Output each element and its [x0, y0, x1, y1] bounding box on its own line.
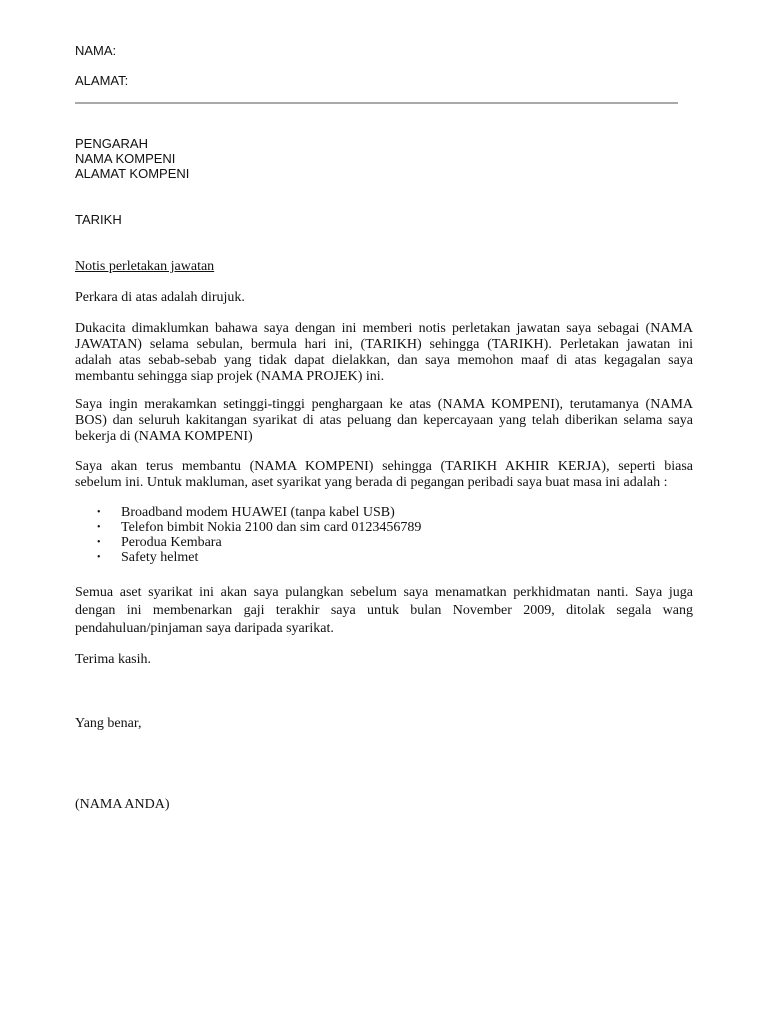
bullet-icon: •: [97, 552, 101, 563]
recipient-address: ALAMAT KOMPENI: [75, 166, 190, 181]
sign-off: Yang benar,: [75, 716, 142, 731]
paragraph-line: JAWATAN) selama sebulan, bermula hari ini, (TARIKH) sehingga (TARIKH). Perletakan jawatan ini: [75, 337, 693, 352]
paragraph-line: adalah atas sebab-sebab yang tidak dapat dielakkan, dan saya memohon maaf di atas kegagalan saya: [75, 353, 693, 368]
bullet-icon: •: [97, 522, 101, 533]
recipient-company: NAMA KOMPENI: [75, 151, 176, 166]
bullet-icon: •: [97, 507, 101, 518]
paragraph-assets-intro: [75, 459, 693, 491]
reference-line: Perkara di atas adalah dirujuk.: [75, 290, 245, 305]
signature-name: (NAMA ANDA): [75, 797, 170, 812]
paragraph-line: Dukacita dimaklumkan bahawa saya dengan ini memberi notis perletakan jawatan saya sebagai (NAMA: [75, 321, 693, 336]
nama-label: NAMA:: [75, 43, 117, 58]
subject-line: Notis perletakan jawatan: [75, 259, 215, 274]
paragraph-line: membantu sehingga siap projek (NAMA PROJEK) ini.: [75, 369, 385, 384]
list-item: [75, 550, 675, 565]
paragraph-line: dengan ini membenarkan gaji terakhir saya untuk bulan November 2009, ditolak segala wang: [75, 603, 693, 618]
paragraph-asset-return: [75, 584, 693, 638]
list-item: [75, 535, 675, 550]
paragraph-line: Semua aset syarikat ini akan saya pulangkan sebelum saya menamatkan perkhidmatan nanti. Saya juga: [75, 585, 693, 600]
list-item: [75, 520, 675, 535]
header-divider: [75, 102, 678, 104]
paragraph-resignation-notice: [75, 321, 693, 385]
date-label: TARIKH: [75, 212, 122, 227]
paragraph-line: Saya ingin merakamkan setinggi-tinggi penghargaan ke atas (NAMA KOMPENI), terutamanya (NAMA: [75, 397, 693, 412]
asset-item-text: Broadband modem HUAWEI (tanpa kabel USB): [121, 505, 395, 520]
paragraph-line: sebelum ini. Untuk makluman, aset syarikat yang berada di pegangan peribadi saya buat masa ini adalah :: [75, 475, 668, 490]
recipient-title: PENGARAH: [75, 136, 148, 151]
paragraph-appreciation: [75, 397, 693, 445]
bullet-icon: •: [97, 537, 101, 548]
paragraph-line: BOS) dan seluruh kakitangan syarikat di atas peluang dan kepercayaan yang telah diberikan selama saya: [75, 413, 693, 428]
alamat-label: ALAMAT:: [75, 73, 129, 88]
thanks-line: Terima kasih.: [75, 652, 151, 667]
paragraph-line: pendahuluan/pinjaman saya daripada syarikat.: [75, 621, 334, 636]
paragraph-line: Saya akan terus membantu (NAMA KOMPENI) sehingga (TARIKH AKHIR KERJA), seperti biasa: [75, 459, 693, 474]
asset-item-text: Perodua Kembara: [121, 535, 222, 550]
asset-item-text: Safety helmet: [121, 550, 199, 565]
asset-item-text: Telefon bimbit Nokia 2100 dan sim card 0123456789: [121, 520, 422, 535]
paragraph-line: bekerja di (NAMA KOMPENI): [75, 429, 253, 444]
list-item: [75, 505, 675, 520]
asset-list: [75, 505, 675, 565]
